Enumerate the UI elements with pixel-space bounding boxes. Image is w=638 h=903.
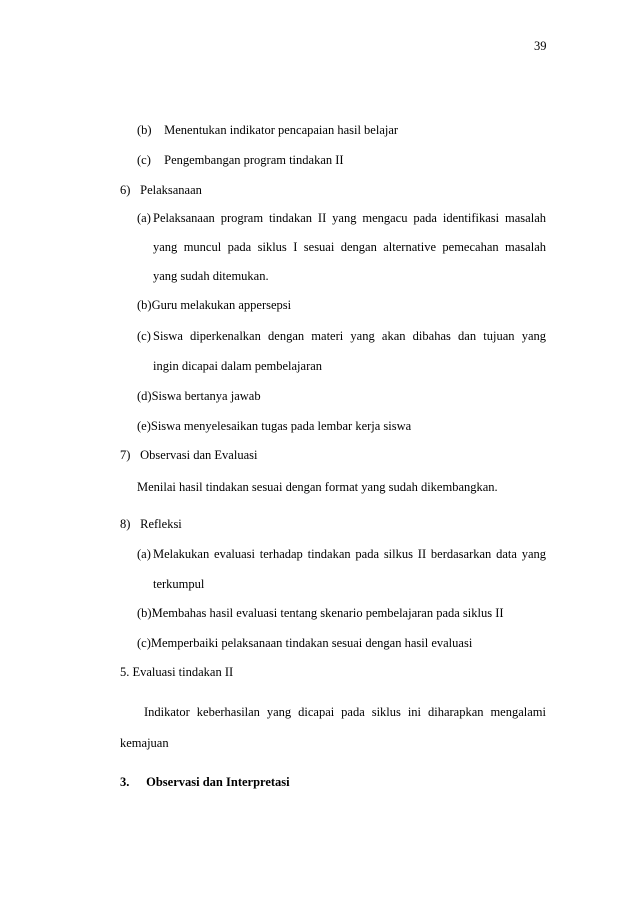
- item-label: (d): [137, 389, 152, 403]
- list-item: [137, 154, 344, 167]
- item-text: Memperbaiki pelaksanaan tindakan sesuai dengan hasil evaluasi: [150, 636, 473, 650]
- list-item: [137, 607, 504, 620]
- list-item-label: (a): [137, 547, 151, 561]
- item-text: Siswa menyelesaikan tugas pada lembar kerja siswa: [150, 419, 412, 433]
- list-item: [137, 124, 398, 137]
- item-label: (b): [137, 606, 152, 620]
- item-label: (e): [137, 419, 151, 433]
- paragraph-line: Indikator keberhasilan yang dicapai pada siklus ini diharapkan mengalami: [144, 705, 546, 719]
- paragraph-line: Menilai hasil tindakan sesuai dengan format yang sudah dikembangkan.: [137, 480, 498, 494]
- section-heading: [120, 449, 257, 462]
- paragraph-line: kemajuan: [120, 736, 169, 750]
- item-text: Pengembangan program tindakan II: [164, 153, 344, 167]
- paragraph-line: ingin dicapai dalam pembelajaran: [153, 359, 323, 373]
- list-item: [137, 390, 261, 403]
- list-item-label: (a): [137, 211, 151, 225]
- paragraph-line: yang sudah ditemukan.: [153, 269, 269, 283]
- list-item: [137, 637, 472, 650]
- section-label: 8): [120, 517, 131, 531]
- item-label: (b): [137, 298, 152, 312]
- item-text: Siswa bertanya jawab: [151, 389, 261, 403]
- heading-title: Observasi dan Interpretasi: [146, 775, 290, 789]
- heading-number: 3.: [120, 775, 130, 789]
- item-text: Guru melakukan appersepsi: [151, 298, 292, 312]
- page-number: 39: [534, 39, 547, 53]
- list-item-label: (c): [137, 329, 151, 343]
- section-label: 6): [120, 183, 131, 197]
- item-text: Membahas hasil evaluasi tentang skenario pembelajaran pada siklus II: [151, 606, 504, 620]
- list-item: [137, 299, 291, 312]
- paragraph-line: Pelaksanaan program tindakan II yang mengacu pada identifikasi masalah: [153, 211, 546, 225]
- list-item: [137, 420, 411, 433]
- paragraph-line: Melakukan evaluasi terhadap tindakan pada silkus II berdasarkan data yang: [153, 547, 546, 561]
- item-label: (c): [137, 636, 151, 650]
- section-title: Refleksi: [140, 517, 182, 531]
- item-text: Menentukan indikator pencapaian hasil belajar: [164, 123, 399, 137]
- item-label: (c): [137, 153, 151, 167]
- section-title: Observasi dan Evaluasi: [140, 448, 258, 462]
- paragraph-line: terkumpul: [153, 577, 205, 591]
- paragraph-line: yang muncul pada siklus I sesuai dengan alternative pemecahan masalah: [153, 240, 546, 254]
- section-title: Pelaksanaan: [140, 183, 202, 197]
- chapter-heading: [120, 776, 290, 789]
- item-label: (b): [137, 123, 152, 137]
- section-heading: [120, 518, 182, 531]
- section-heading: 5. Evaluasi tindakan II: [120, 665, 234, 679]
- paragraph-line: Siswa diperkenalkan dengan materi yang akan dibahas dan tujuan yang: [153, 329, 546, 343]
- section-heading: [120, 184, 202, 197]
- section-label: 7): [120, 448, 131, 462]
